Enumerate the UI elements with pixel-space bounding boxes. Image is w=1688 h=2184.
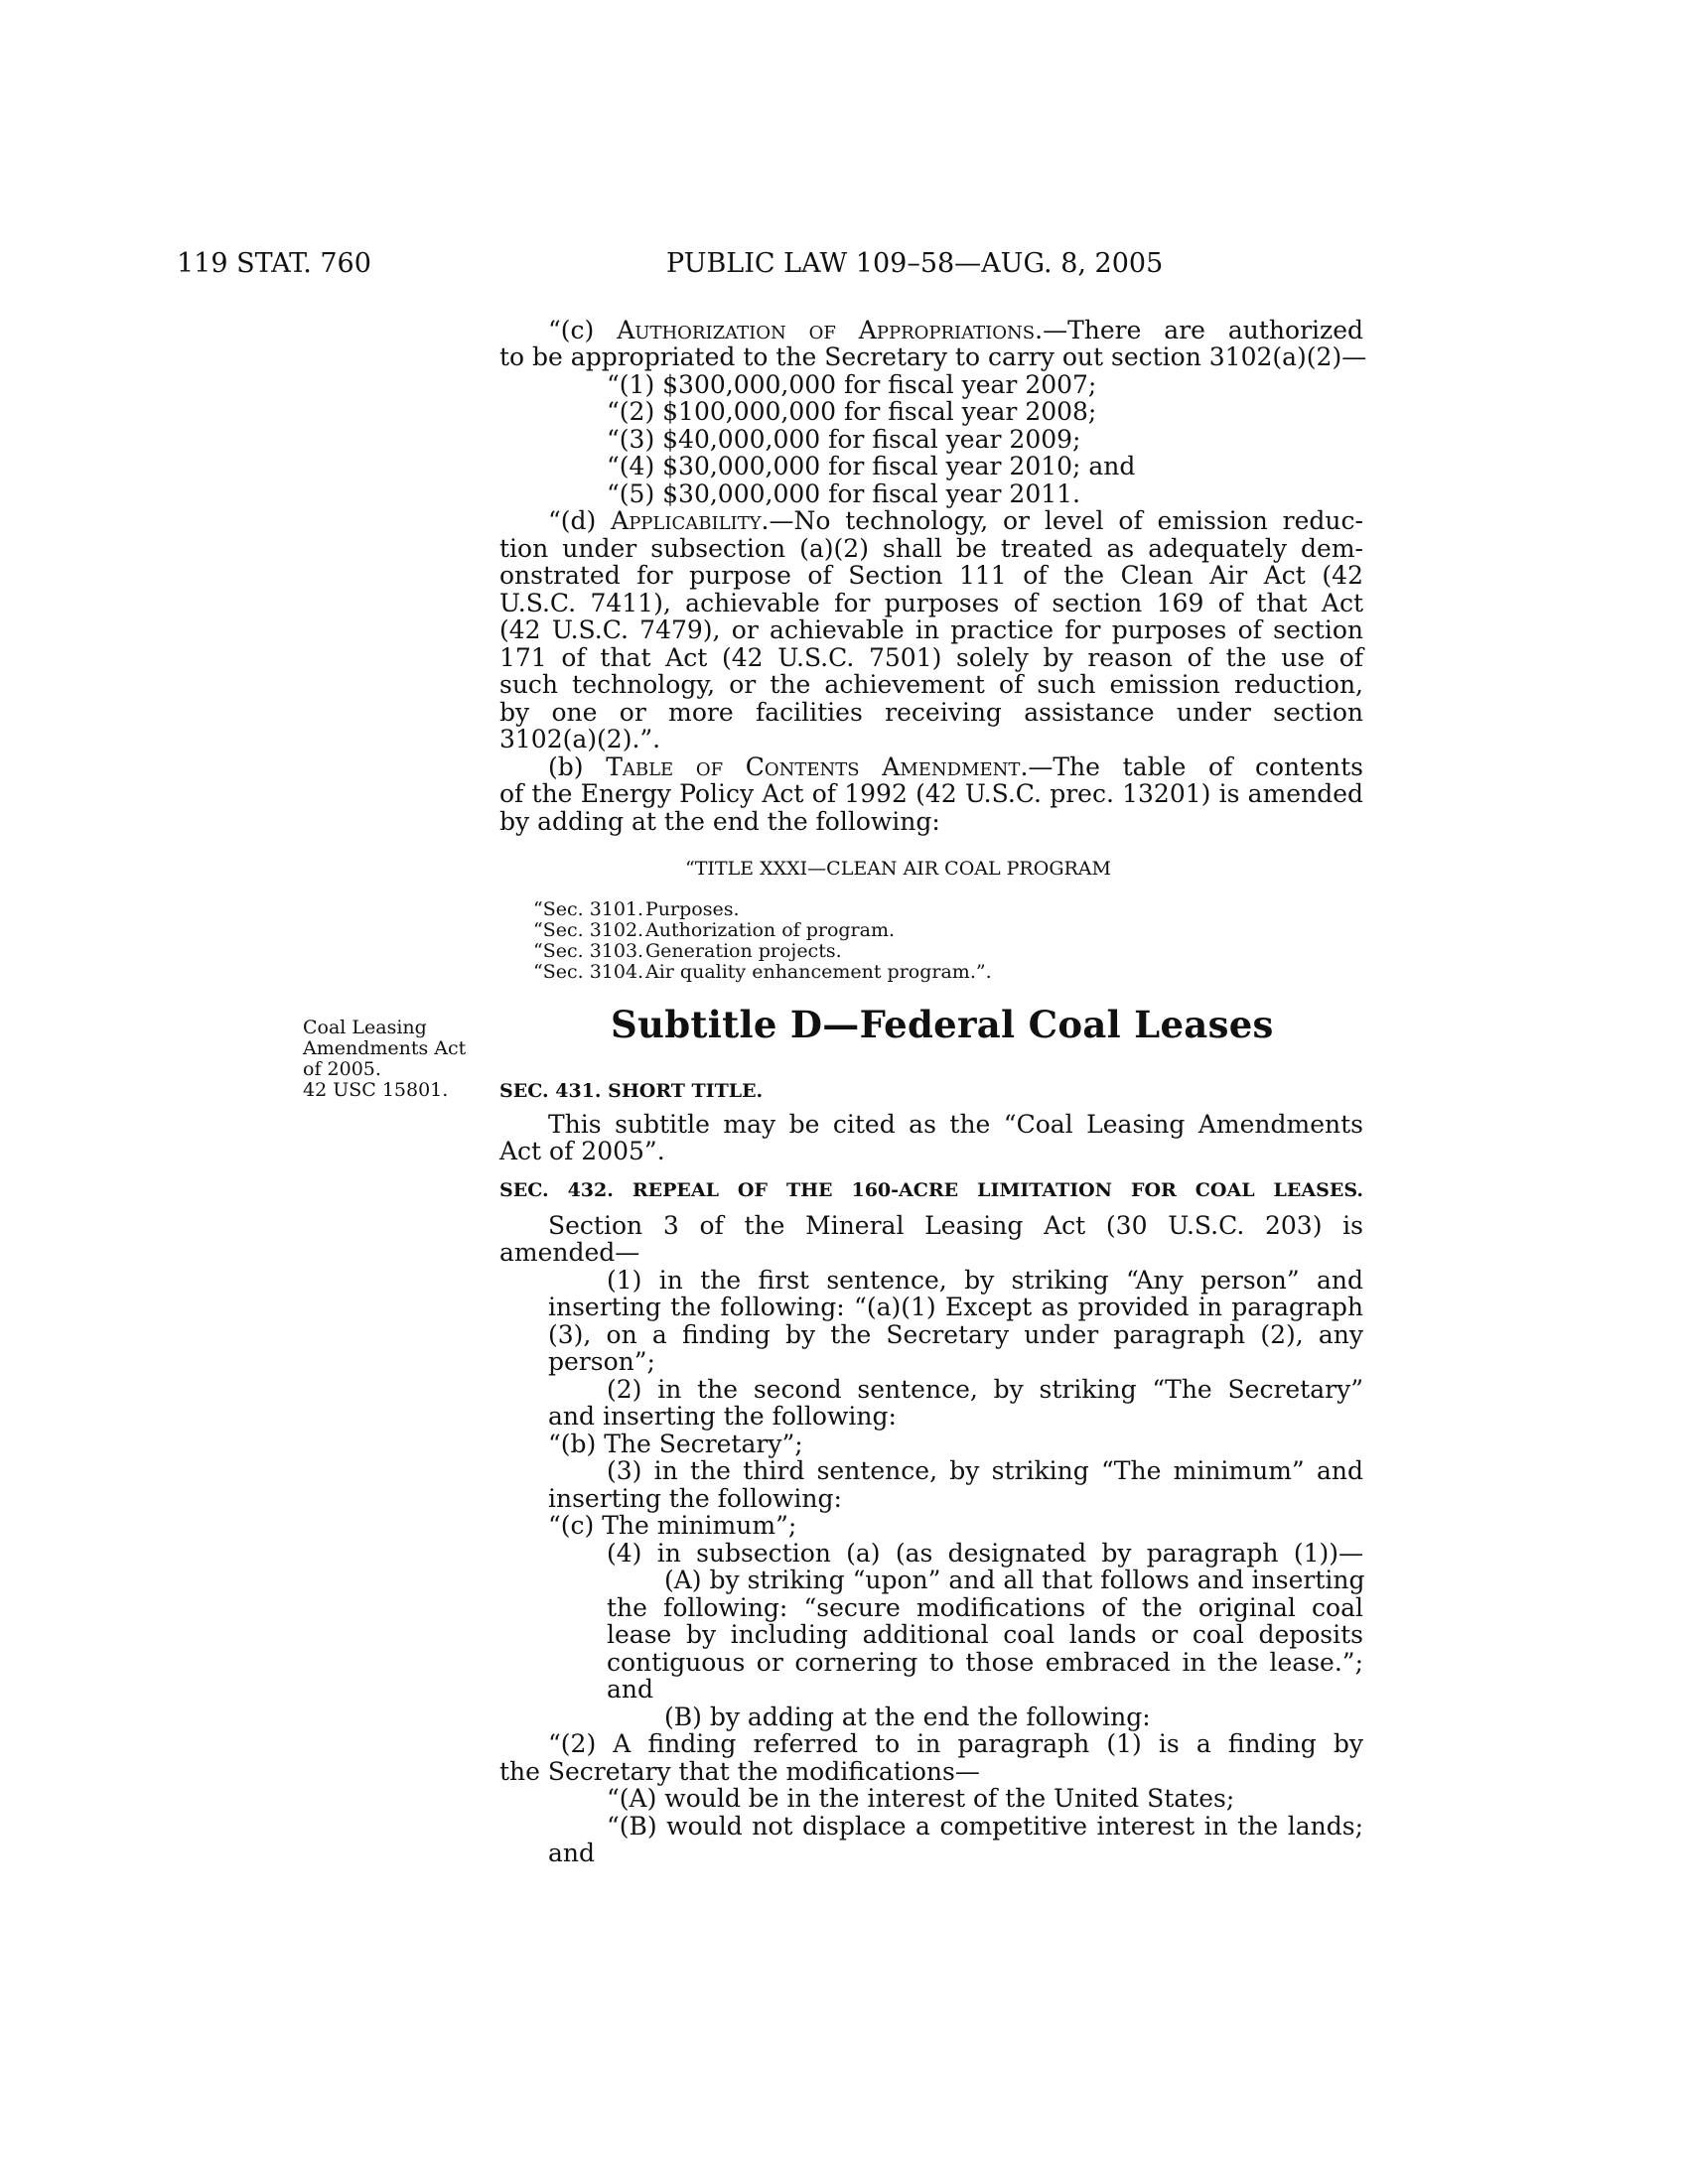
sec-d-line: (42 U.S.C. 7479), or achievable in practice for purposes of section — [499, 615, 1363, 644]
sec432-line: (3), on a finding by the Secretary under paragraph (2), any — [548, 1320, 1363, 1349]
toc-entry: “Sec. 3102. Authorization of program. — [533, 919, 896, 941]
subtitle-heading: Subtitle D—Federal Coal Leases — [611, 1003, 1274, 1046]
sec432-line: and — [548, 1839, 596, 1867]
sec-d-line: U.S.C. 7411), achievable for purposes of section 169 of that Act — [499, 589, 1363, 617]
toc-title: “TITLE XXXI—CLEAN AIR COAL PROGRAM — [685, 858, 1111, 880]
sec431-line: Act of 2005”. — [499, 1137, 665, 1165]
sec432-line: inserting the following: “(a)(1) Except as provided in paragraph — [548, 1293, 1363, 1321]
margin-note-line: 42 USC 15801. — [303, 1079, 449, 1101]
sec-d-line: 171 of that Act (42 U.S.C. 7501) solely by reason of the use of — [499, 643, 1363, 672]
sec-d-line: by one or more facilities receiving assistance under section — [499, 698, 1363, 727]
sec432-line: amended— — [499, 1238, 640, 1267]
section-432-heading: SEC. 432. REPEAL OF THE 160-ACRE LIMITATION FOR COAL LEASES. — [499, 1179, 1363, 1201]
toc-entry: “Sec. 3103. Generation projects. — [533, 940, 842, 962]
sec432-line: Section 3 of the Mineral Leasing Act (30 U.S.C. 203) is — [548, 1211, 1363, 1240]
sec-b-heading-line: (b) Table of Contents Amendment.—The table of contents — [548, 752, 1363, 781]
sec-c-item: “(5) $30,000,000 for fiscal year 2011. — [607, 479, 1080, 508]
sec-c-item: “(4) $30,000,000 for fiscal year 2010; and — [607, 452, 1136, 480]
toc-entry: “Sec. 3101. Purposes. — [533, 898, 740, 920]
sec-d-line: onstrated for purpose of Section 111 of the Clean Air Act (42 — [499, 561, 1363, 590]
sec432-line: lease by including additional coal lands or coal deposits — [607, 1620, 1363, 1649]
section-431-heading: SEC. 431. SHORT TITLE. — [499, 1080, 764, 1102]
sec432-line: “(B) would not displace a competitive interest in the lands; — [607, 1812, 1363, 1841]
sec-b-line: by adding at the end the following: — [499, 807, 940, 836]
running-header: PUBLIC LAW 109–58—AUG. 8, 2005 — [666, 248, 1164, 279]
sec-c-item: “(2) $100,000,000 for fiscal year 2008; — [607, 397, 1097, 426]
sec432-line: person”; — [548, 1347, 655, 1376]
toc-entry: “Sec. 3104. Air quality enhancement program.”. — [533, 961, 992, 983]
sec432-line: (4) in subsection (a) (as designated by paragraph (1))— — [607, 1539, 1363, 1568]
sec-d-line: 3102(a)(2).”. — [499, 725, 661, 753]
sec-b-line: of the Energy Policy Act of 1992 (42 U.S.C. prec. 13201) is amended — [499, 779, 1363, 808]
sec432-line: (B) by adding at the end the following: — [664, 1703, 1151, 1731]
sec432-line: the Secretary that the modifications— — [499, 1757, 980, 1786]
sec432-line: and — [607, 1675, 654, 1704]
margin-note-line: Coal Leasing — [303, 1017, 427, 1038]
sec-d-line: such technology, or the achievement of such emission reduction, — [499, 670, 1363, 699]
sec432-line: (3) in the third sentence, by striking “The minimum” and — [607, 1456, 1363, 1485]
sec432-line: contiguous or cornering to those embraced in the lease.”; — [607, 1648, 1363, 1677]
sec432-line: (A) by striking “upon” and all that follows and inserting — [664, 1566, 1365, 1594]
sec-c-item: “(1) $300,000,000 for fiscal year 2007; — [607, 370, 1097, 399]
margin-note-line: of 2005. — [303, 1058, 381, 1080]
page-stat-number: 119 STAT. 760 — [177, 248, 371, 279]
sec432-line: (2) in the second sentence, by striking “The Secretary” — [607, 1375, 1363, 1404]
sec-c-heading-line: “(c) Authorization of Appropriations.—There are authorized — [548, 316, 1363, 344]
sec432-line: (1) in the first sentence, by striking “Any person” and — [607, 1266, 1363, 1295]
sec431-line: This subtitle may be cited as the “Coal Leasing Amendments — [548, 1110, 1363, 1139]
sec432-line: and inserting the following: — [548, 1402, 897, 1431]
margin-note-line: Amendments Act — [303, 1037, 467, 1059]
sec432-line: “(A) would be in the interest of the United States; — [607, 1784, 1235, 1813]
sec432-line: inserting the following: — [548, 1484, 842, 1513]
sec-c-line-2: to be appropriated to the Secretary to carry out section 3102(a)(2)— — [499, 342, 1367, 371]
sec-d-heading-line: “(d) Applicability.—No technology, or level of emission reduc- — [548, 506, 1363, 535]
sec432-line: the following: “secure modifications of the original coal — [607, 1593, 1363, 1622]
sec432-line: “(c) The minimum”; — [548, 1511, 797, 1540]
sec432-line: “(2) A finding referred to in paragraph (1) is a finding by — [548, 1729, 1363, 1758]
sec-c-item: “(3) $40,000,000 for fiscal year 2009; — [607, 425, 1081, 454]
sec432-line: “(b) The Secretary”; — [548, 1430, 803, 1458]
sec-d-line: tion under subsection (a)(2) shall be treated as adequately dem- — [499, 534, 1363, 563]
